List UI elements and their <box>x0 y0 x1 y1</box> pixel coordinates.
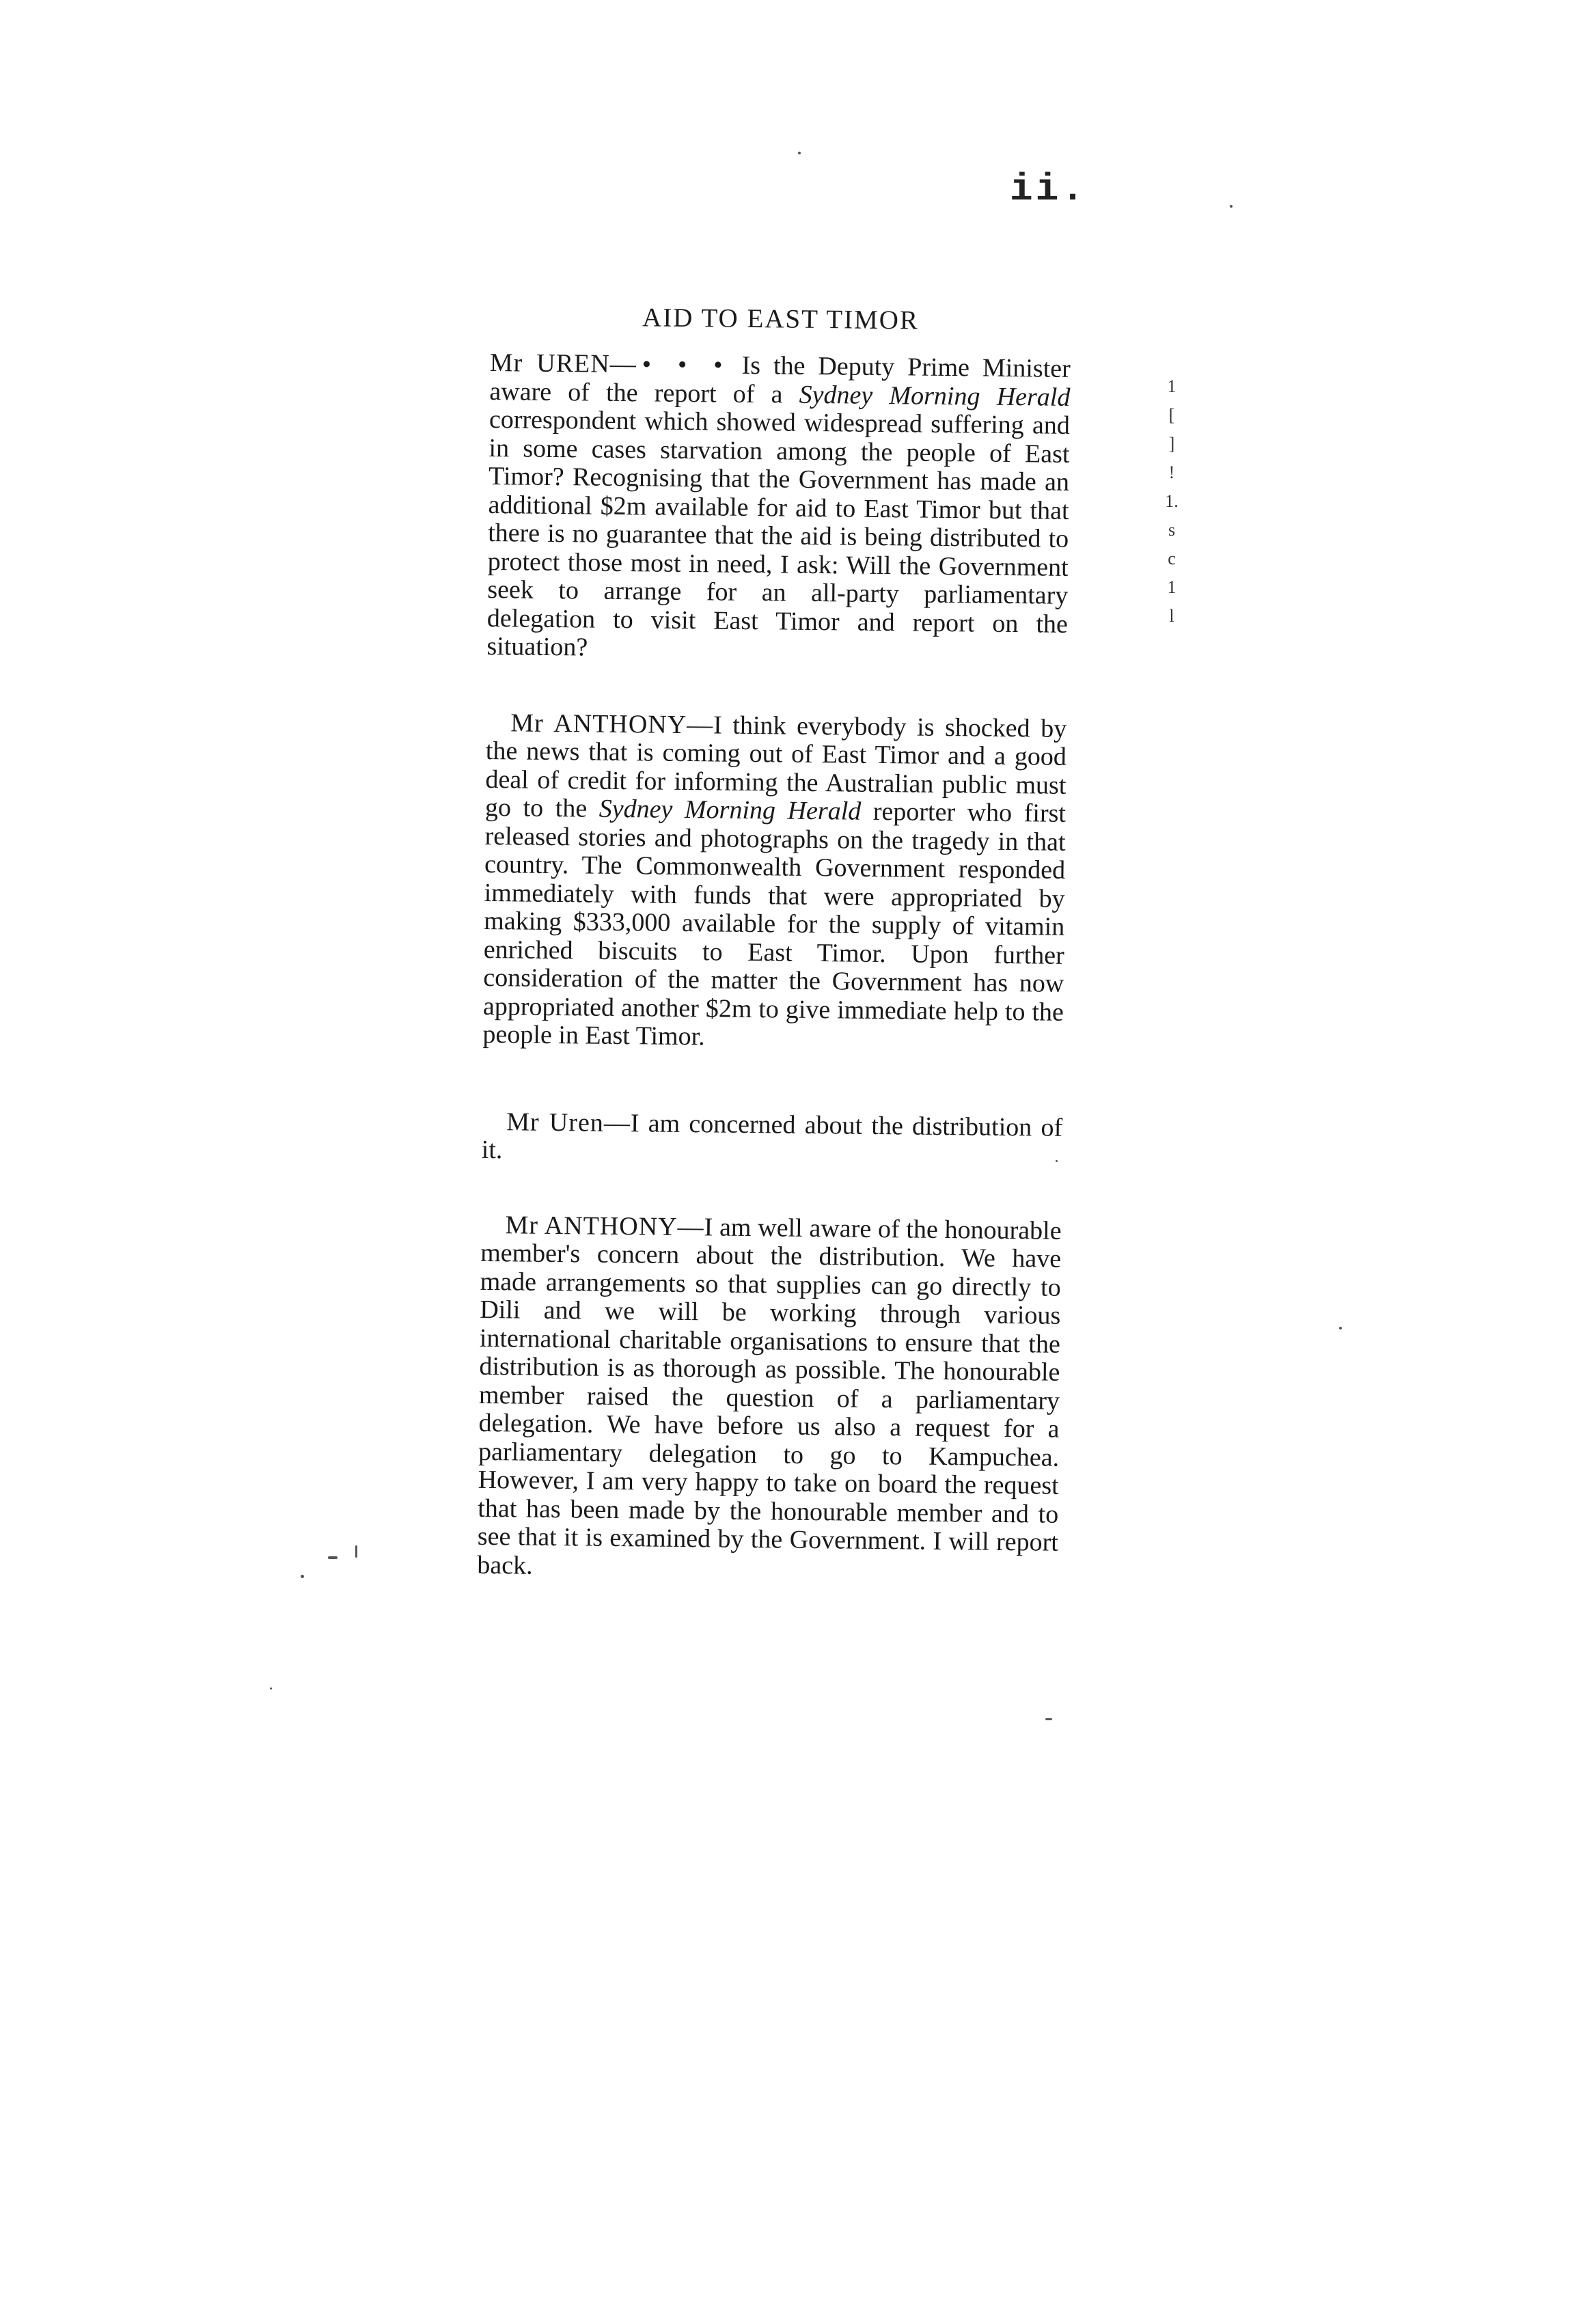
scan-speck <box>355 1545 357 1558</box>
margin-mark: l <box>1169 606 1174 626</box>
speaker-anthony: Mr ANTHONY— <box>510 708 714 739</box>
margin-mark: 1 <box>1167 376 1177 396</box>
publication-name: Sydney Morning Herald <box>598 794 862 826</box>
margin-mark: ] <box>1168 434 1175 454</box>
answer-paragraph-1 <box>482 708 1067 1055</box>
page-number: ii. <box>1010 167 1087 211</box>
hansard-excerpt <box>477 287 1071 1586</box>
answer-text: I am well aware of the honourable member's concern about the distribution. We have made arrangements so that supplies can go directly to Dili and we will be working through various international charitable organisations to ensure that the distribution is as thorough as possible. The honourable member raised the question of a parliamentary delegation. We have before us also a request for a parliamentary delegation to go to Kampuchea. However, I am very happy to take on board the request that has been made by the honourable member and to see that it is examined by the Government. I will report back. <box>477 1212 1062 1580</box>
speaker-uren: Mr UREN— <box>489 348 637 379</box>
margin-mark: c <box>1168 549 1176 568</box>
scan-speck <box>798 152 801 154</box>
margin-mark: ! <box>1168 463 1175 482</box>
question-text-part-1: Is the Deputy Prime Minister aware of the report of a <box>489 350 1071 409</box>
answer-paragraph-2 <box>477 1211 1062 1585</box>
scan-speck <box>1045 1718 1052 1720</box>
publication-name: Sydney Morning Herald <box>799 380 1071 412</box>
scan-speck <box>328 1556 338 1559</box>
margin-mark: 1 <box>1167 577 1177 597</box>
margin-mark: [ <box>1168 405 1175 425</box>
scan-speck <box>301 1575 304 1578</box>
interjection-paragraph <box>482 1107 1063 1170</box>
scan-speck <box>1056 1160 1058 1162</box>
article-heading: AID TO EAST TIMOR <box>642 303 920 335</box>
scan-speck <box>1230 205 1233 208</box>
speaker-anthony: Mr ANTHONY— <box>505 1210 704 1241</box>
question-text-part-2: correspondent which showed widespread suffering and in some cases starvation among the people of East Timor? Recognising that the Government has made an additional $2m available for aid to East Timor but that there is no guarantee that the aid is being distributed to protect those most in need, I ask: Will the Government seek to arrange for an all-party parliamentary delegation to visit East Timor and report on the situation? <box>486 404 1071 662</box>
answer-text-part-1: I think everybody is shocked by the news that is coming out of East Timor and a good deal of credit for informing the Australian public must go to the <box>484 710 1067 823</box>
speaker-uren-interjection: Mr Uren— <box>506 1107 631 1138</box>
margin-mark: 1. <box>1165 491 1179 511</box>
margin-mark: s <box>1168 520 1176 540</box>
scan-speck <box>270 1687 272 1690</box>
interjection-text: I am concerned about the distribution of it. <box>481 1108 1063 1165</box>
scan-speck <box>1339 1327 1342 1329</box>
question-paragraph <box>486 349 1071 667</box>
margin-marks <box>1161 372 1182 631</box>
answer-text-part-2: reporter who first released stories and photographs on the tragedy in that country. The Commonwealth Government responded immediately with funds that were appropriated by making $333,000 available for the supply of vitamin enriched biscuits to East Timor. Upon further consideration of the matter the Government has now appropriated another $2m to give immediate help to the people in East Timor. <box>482 797 1067 1051</box>
ellipsis-dots: • • • <box>642 350 730 380</box>
